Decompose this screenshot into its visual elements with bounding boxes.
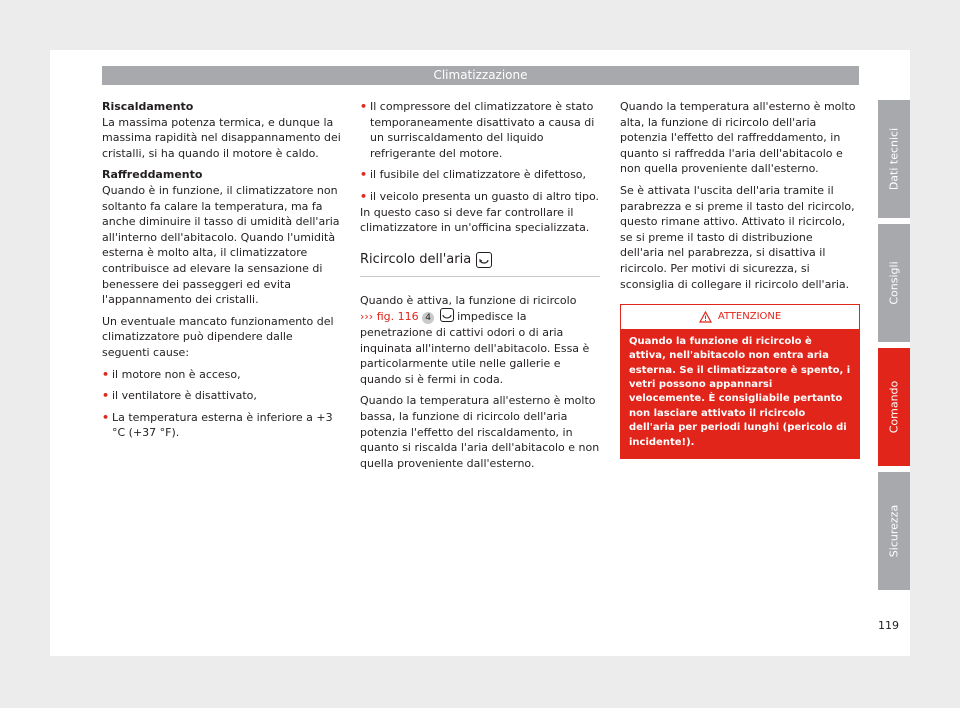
paragraph: Un eventuale mancato funzionamento del climatizzatore può dipendere dalle seguenti cause: [102, 314, 334, 359]
list-item: • il ventilatore è disattivato, [102, 388, 342, 404]
warning-text: Quando la funzione di ricircolo è attiva, nell'abitacolo non entra aria esterna. Se il climatizzatore è spento, i vetri possono appannarsi velocemente. È consigliabile pertanto non lasciare attivato il ricircolo dell'aria per periodi lunghi (pericolo di incidente!). [621, 329, 859, 458]
callout-number: 4 [422, 312, 434, 324]
list-item: • il veicolo presenta un guasto di altro tipo. [360, 189, 600, 205]
list-item: • La temperatura esterna è inferiore a +3 °C (+37 °F). [102, 410, 342, 441]
page-header: Climatizzazione [102, 66, 859, 85]
section-title-text: Ricircolo dell'aria [360, 251, 472, 267]
heading-riscaldamento: Riscaldamento [102, 100, 194, 113]
warning-header [621, 305, 859, 329]
list-item: • Il compressore del climatizzatore è stato temporaneamente disattivato a causa di un surriscaldamento del liquido refrigerante del motore. [360, 99, 600, 161]
tab-dati-tecnici[interactable]: Dati tecnici [878, 100, 910, 218]
paragraph-ricircolo: Quando è attiva, la funzione di ricircolo ››› fig. 116 4 impedisce la penetrazione di cattivi odori o di aria inquinata all'interno dell'abitacolo. Essa è particolarmente utile nelle gallerie e quando si è fermi in coda. [360, 293, 590, 386]
column-1 [102, 99, 342, 447]
column-3 [620, 99, 860, 459]
tab-sicurezza[interactable]: Sicurezza [878, 472, 910, 590]
warning-triangle-icon [699, 311, 712, 323]
warning-title: ATTENZIONE [717, 311, 782, 323]
tab-consigli[interactable]: Consigli [878, 224, 910, 342]
paragraph: Se è attivata l'uscita dell'aria tramite il parabrezza e si preme il tasto del ricircolo, questo rimane attivo. Attivato il ricircolo, se si preme il tasto di distribuzione dell'aria nel parabrezza, si disattiva il ricircolo. Per motivi di sicurezza, si sconsiglia di collegare il ricircolo dell'aria. [620, 183, 855, 291]
paragraph: In questo caso si deve far controllare il climatizzatore in un'officina specializzata. [360, 205, 590, 235]
paragraph: Quando la temperatura all'esterno è molto bassa, la funzione di ricircolo dell'aria potenzia l'effetto del riscaldamento, in quanto si riscalda l'aria dell'abitacolo e non quella proveniente dall'esterno. [360, 394, 600, 470]
figure-link[interactable]: ››› fig. 116 [360, 310, 419, 324]
heading-raffreddamento: Raffreddamento [102, 168, 203, 182]
paragraph: Quando è in funzione, il climatizzatore non soltanto fa calare la temperatura, ma fa anche diminuire il tasso di umidità dell'aria all'interno dell'abitacolo. Quando l'umidità esterna è molto alta, il climatizzatore contribuisce ad elevare la sensazione di benessere dei passeggeri ed evita l'appannamento dei cristalli. [102, 183, 340, 307]
column-2 [360, 99, 600, 477]
paragraph: La massima potenza termica, e dunque la massima rapidità nel disappannamento dei cristalli, si ha quando il motore è caldo. [102, 115, 341, 160]
air-recirculation-icon [440, 308, 454, 322]
warning-box [620, 304, 860, 459]
list-item: • il motore non è acceso, [102, 367, 342, 383]
paragraph: Quando la temperatura all'esterno è molto alta, la funzione di ricircolo dell'aria potenzia l'effetto del raffreddamento, in quanto si raffredda l'aria dell'abitacolo e non quella proveniente dall'esterno. [620, 100, 856, 176]
tab-comando[interactable]: Comando [878, 348, 910, 466]
list-item: • il fusibile del climatizzatore è difettoso, [360, 167, 600, 183]
page-number: 119 [878, 619, 899, 632]
air-recirculation-icon [476, 252, 492, 268]
section-title-ricircolo [360, 252, 600, 277]
